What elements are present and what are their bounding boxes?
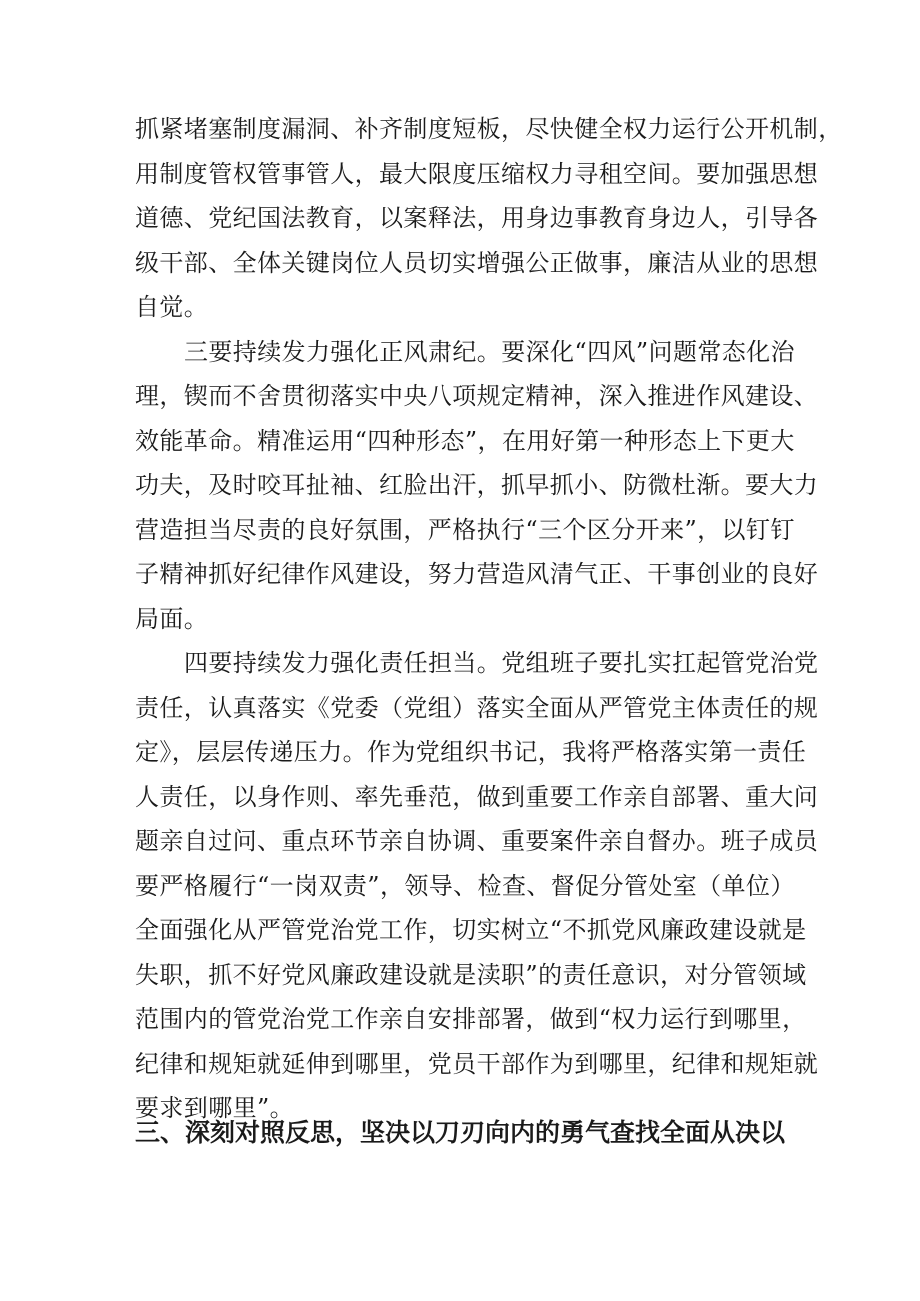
- text-line: 定》，层层传递压力。作为党组织书记，我将严格落实第一责任: [135, 738, 807, 766]
- text-line: 效能革命。精准运用“四种形态”，在用好第一种形态上下更大: [135, 426, 795, 455]
- paragraph-2: [135, 330, 819, 642]
- paragraph-1: [135, 107, 843, 330]
- text-line: 自觉。: [135, 293, 209, 321]
- text-line: 全面强化从严管党治党工作，切实树立“不抓党风廉政建设就是: [135, 916, 807, 944]
- text-line: 失职，抓不好党风廉政建设就是渎职”的责任意识，对分管领域: [135, 960, 807, 989]
- text-line: 理，锲而不舍贯彻落实中央八项规定精神，深入推进作风建设、: [135, 382, 819, 410]
- text-line: 局面。: [135, 604, 209, 633]
- document-body: [135, 107, 843, 1131]
- text-line: 抓紧堵塞制度漏洞、补齐制度短板，尽快健全权力运行公开机制，: [135, 115, 843, 143]
- text-line: 范围内的管党治党工作亲自安排部署，做到“权力运行到哪里，: [135, 1005, 807, 1033]
- text-line: 纪律和规矩就延伸到哪里，党员干部作为到哪里，纪律和规矩就: [135, 1049, 819, 1078]
- section-heading: 三、深刻对照反思，坚决以刀刃向内的勇气查找全面从决以: [135, 1118, 786, 1147]
- text-line: 子精神抓好纪律作风建设，努力营造风清气正、干事创业的良好: [135, 560, 819, 588]
- text-line: 四要持续发力强化责任担当。党组班子要扎实扛起管党治党: [184, 649, 819, 677]
- text-line: 级干部、全体关键岗位人员切实增强公正做事，廉洁从业的思想: [135, 248, 819, 277]
- text-line: 人责任，以身作则、率先垂范，做到重要工作亲自部署、重大问: [135, 782, 819, 811]
- text-line: 道德、党纪国法教育，以案释法，用身边事教育身边人，引导各: [135, 204, 819, 232]
- text-line: 营造担当尽责的良好氛围，严格执行“三个区分开来”，以钉钉: [135, 515, 795, 544]
- text-line: 要严格履行“一岗双责”，领导、检查、督促分管处室（单位）: [135, 871, 795, 900]
- text-line: 责任，认真落实《党委（党组）落实全面从严管党主体责任的规: [135, 693, 819, 722]
- paragraph-3: [135, 641, 819, 1131]
- text-line: 要求到哪里”。: [135, 1094, 295, 1122]
- text-line: 用制度管权管事管人，最大限度压缩权力寻租空间。要加强思想: [135, 159, 819, 188]
- text-line: 题亲自过问、重点环节亲自协调、重要案件亲自督办。班子成员: [135, 827, 819, 855]
- text-line: 功夫，及时咬耳扯袖、红脸出汗，抓早抓小、防微杜渐。要大力: [135, 471, 819, 499]
- text-line: 三要持续发力强化正风肃纪。要深化“四风”问题常态化治: [184, 337, 795, 366]
